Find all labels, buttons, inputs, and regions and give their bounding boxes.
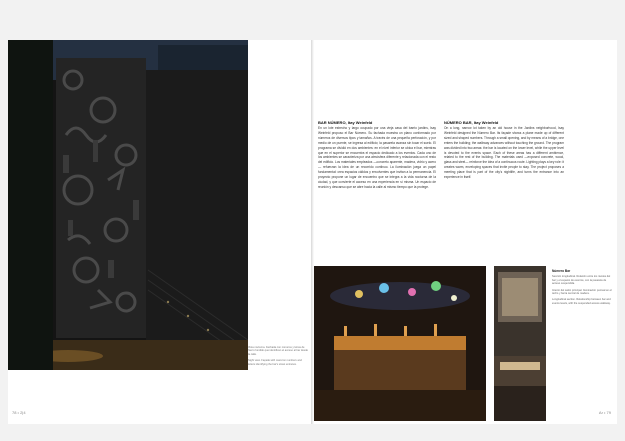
article-heading-english: NÚMERO BAR, Itay Weinfeld — [444, 120, 499, 125]
lounge-illustration — [494, 266, 546, 421]
facade-photo — [8, 40, 248, 370]
facade-illustration — [8, 40, 248, 370]
left-page — [8, 40, 311, 424]
caption-english: Night view. Façade with cast-iron numbers and letters identifying the bar's street entrance. — [248, 359, 302, 366]
bar-interior-illustration — [314, 266, 486, 421]
sidebar-paragraph: Interior del salón principal. Iluminación puntual en el techo y barra central de madera. — [552, 288, 612, 296]
article-body-english: On a long, narrow lot taken by an old house in the Jardins neighborhood, Isay Weinfeld designed the Número Bar. Its façade shows a plane made up of different sized and shaped numbers. Through a small opening, and by means of a bridge, one enters the building; the walkway advances without touching the ground. The program was divided into two areas: the bar is located on the lower level, while the upper level is devoted to the events space. Each of these areas has a different ambience, related to the rest of the building. The materials used —exposed concrete, wood, glass and steel— reinforce the idea of a continuous route. Lighting plays a key role: it creates warm, enveloping spaces that invite people to stay. The project proposes a meeting place that is part of the city's nightlife, and turns the entrance into an experience in itself. — [444, 126, 564, 180]
bar-interior-photo — [314, 266, 486, 421]
sidebar-paragraph: Longitudinal section. Relationship between bar and events levels, with the suspended access walkway. — [552, 298, 611, 305]
sidebar-paragraph: Sección longitudinal. Relación entre los niveles del bar y el espacio de eventos, con la pasarela de acceso suspendida. — [552, 275, 611, 286]
article-column-english — [444, 120, 564, 184]
sidebar-heading: Número Bar — [552, 269, 571, 273]
page-folio-right: Ar • 79 — [598, 410, 611, 415]
article-heading-spanish: BAR NÚMERO, Itay Weinfeld — [318, 120, 373, 125]
sidebar-notes — [552, 270, 612, 308]
page-folio-left: 78 • 2|4 — [12, 410, 26, 415]
caption-spanish: Vista nocturna. Fachada con números y letras de hierro fundido que identifican el acceso al bar desde la calle. — [248, 346, 308, 356]
right-page — [314, 40, 617, 424]
lounge-photo — [494, 266, 546, 421]
article-column-spanish — [318, 120, 436, 194]
photo-caption — [248, 346, 308, 369]
article-body-spanish: En un lote estrecho y largo ocupado por una vieja casa del barrio jardins, Isay Weinfeld propuso el Bar Número. Su fachada muestra un plano conformado por números de diversos tipos y tamaños. A través de una pequeña perforación, y por medio de un puente, se ingresa al edificio; la pasarela avanza sin tocar el suelo. El programa se dividió en dos ambientes: en el nivel inferior se ubica el bar, mientras que en el superior se encuentra el espacio dedicado a los eventos. Cada uno de los ambientes se caracteriza por una atmósfera diferente y relacionada con el resto del edificio. Los materiales empleados —concreto aparente, madera, vidrio y acero— refuerzan la idea de un recorrido continuo. La iluminación juega un papel fundamental: crea espacios cálidos y envolventes que invitan a la permanencia. El proyecto propone un lugar de encuentro que se integra a la vida nocturna de la ciudad, y que convierte el acceso en una experiencia en sí misma. Un espacio de reunión y descanso que se abre hacia la calle al mismo tiempo que la protege. — [318, 126, 436, 189]
